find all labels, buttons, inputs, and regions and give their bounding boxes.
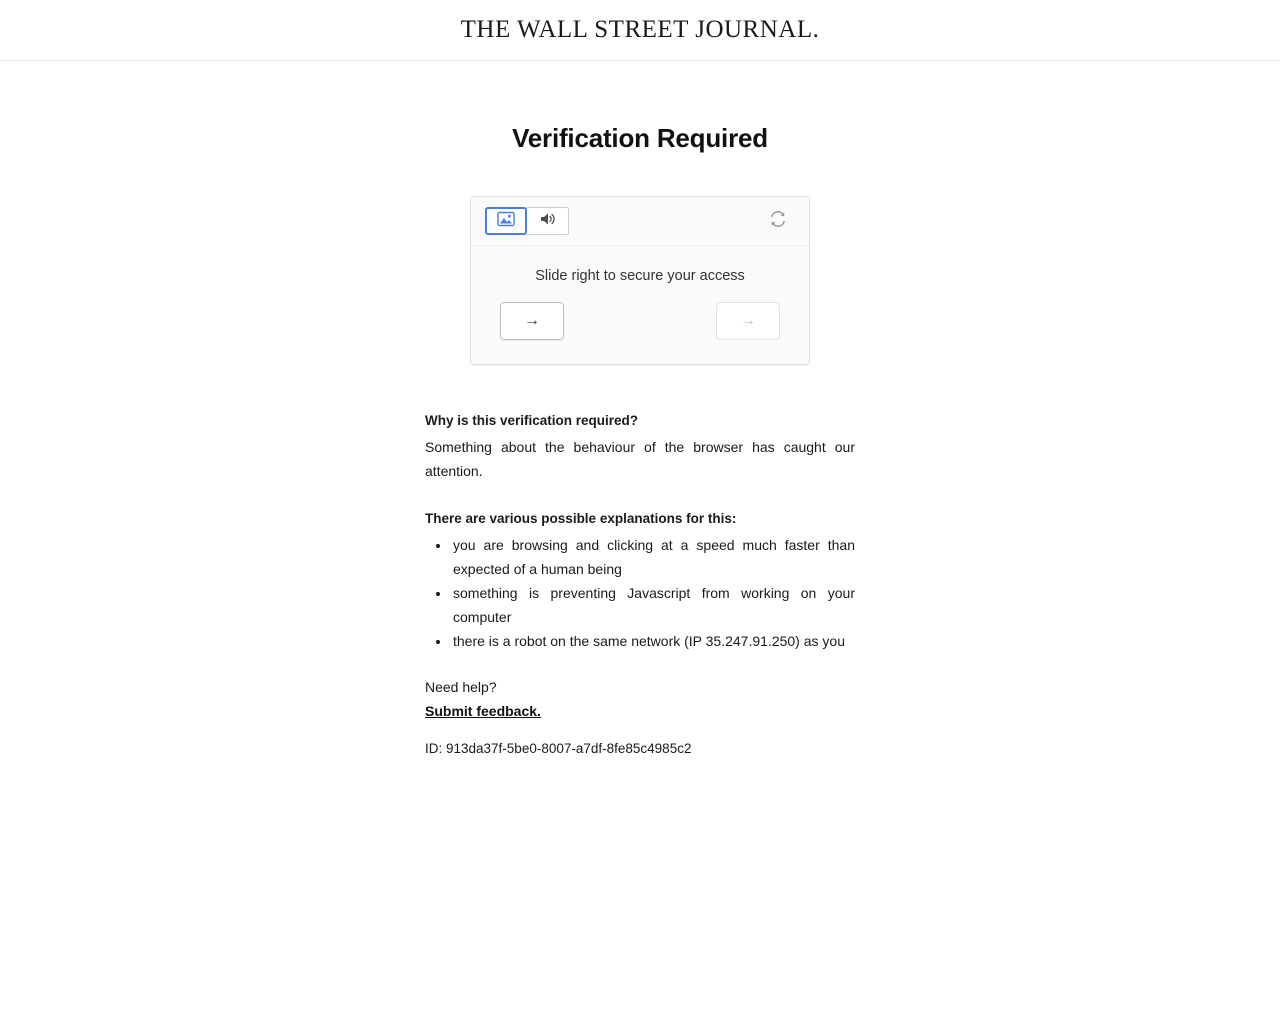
image-challenge-button[interactable]	[485, 207, 527, 235]
captcha-toolbar	[471, 197, 809, 246]
reasons-heading: There are various possible explanations for this:	[425, 511, 737, 526]
spacer	[425, 483, 855, 507]
arrow-right-icon: →	[524, 312, 540, 329]
captcha-instruction: Slide right to secure your access	[535, 268, 745, 284]
captcha-mode-group	[485, 207, 569, 235]
audio-challenge-button[interactable]	[527, 207, 569, 235]
submit-feedback-link[interactable]: Submit feedback.	[425, 703, 541, 719]
slider-target[interactable]	[716, 302, 780, 340]
need-help-text: Need help?	[425, 679, 497, 695]
refresh-challenge-button[interactable]	[765, 208, 791, 234]
why-heading: Why is this verification required?	[425, 413, 639, 428]
list-item: • you are browsing and clicking at a speed much faster than expected of a human being	[451, 533, 855, 581]
list-item: • something is preventing Javascript from working on your computer	[451, 581, 855, 629]
captcha-container	[0, 196, 1280, 365]
slider-row	[471, 302, 809, 340]
speaker-icon	[539, 211, 557, 232]
reasons-list	[425, 533, 855, 653]
list-item: • there is a robot on the same network (IP 35.247.91.250) as you	[451, 629, 855, 653]
help-block	[425, 675, 855, 723]
site-header	[0, 0, 1280, 61]
image-icon	[497, 211, 515, 232]
page-title: Verification Required	[512, 123, 768, 153]
refresh-icon	[768, 209, 788, 234]
captcha-body	[471, 246, 809, 364]
wsj-masthead-logo[interactable]: THE WALL STREET JOURNAL.	[460, 16, 820, 43]
verification-id: ID: 913da37f-5be0-8007-a7df-8fe85c4985c2	[425, 741, 692, 756]
captcha-widget	[470, 196, 810, 365]
arrow-right-icon: →	[740, 312, 756, 329]
slider-handle[interactable]	[500, 302, 564, 340]
explanation-section	[425, 409, 855, 761]
why-body: Something about the behaviour of the browser has caught our attention.	[425, 439, 855, 479]
